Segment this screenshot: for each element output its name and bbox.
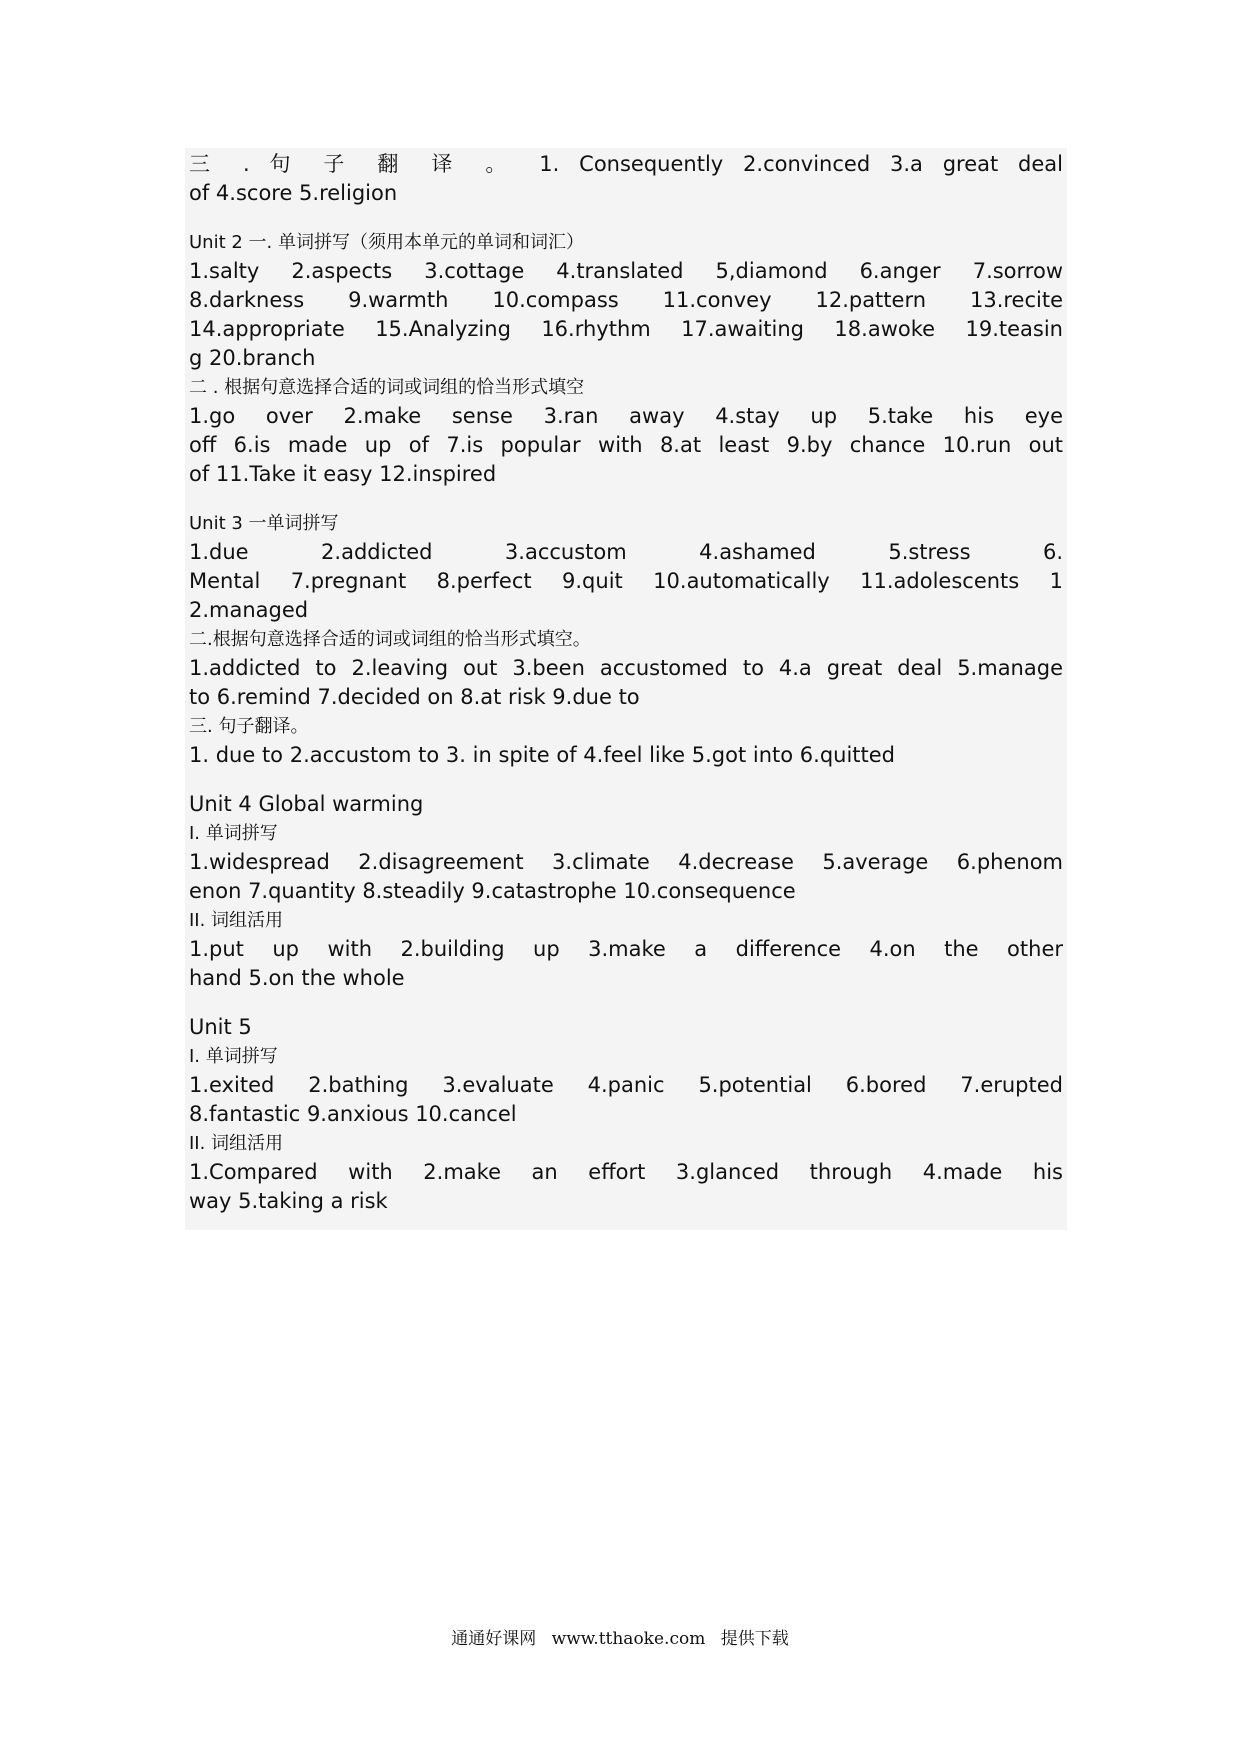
subsection-heading: I. 单词拼写	[189, 1046, 278, 1067]
subsection-heading: II. 词组活用	[189, 910, 284, 931]
text-line: 1.go over 2.make sense 3.ran away 4.stay up 5.take his eye	[189, 404, 1063, 428]
footer-suffix: 提供下载	[720, 1629, 789, 1649]
text-line: 1.due 2.addicted 3.accustom 4.ashamed 5.stress 6.	[189, 540, 1063, 564]
section-unit-4	[189, 790, 1063, 993]
spacer	[189, 493, 1063, 509]
page-footer	[0, 1624, 1240, 1649]
text-line: 1.exited 2.bathing 3.evaluate 4.panic 5.potential 6.bored 7.erupted	[189, 1073, 1063, 1097]
text-line: 2.managed	[189, 598, 309, 622]
text-line: off 6.is made up of 7.is popular with 8.at least 9.by chance 10.run out	[189, 433, 1063, 457]
subsection-heading: 三. 句子翻译。	[189, 716, 309, 737]
footer-url[interactable]: www.tthaoke.com	[551, 1629, 706, 1649]
text-line: 1.salty 2.aspects 3.cottage 4.translated 5,diamond 6.anger 7.sorrow	[189, 259, 1063, 283]
answer-key-content	[185, 148, 1067, 1230]
spacer	[189, 997, 1063, 1013]
spacer	[189, 212, 1063, 228]
spacer	[189, 774, 1063, 790]
text-line: hand 5.on the whole	[189, 966, 405, 990]
text-line: 1.addicted to 2.leaving out 3.been accustomed to 4.a great deal 5.manage	[189, 656, 1063, 680]
text-line: 1. due to 2.accustom to 3. in spite of 4.feel like 5.got into 6.quitted	[189, 743, 896, 767]
section-unit-5	[189, 1013, 1063, 1216]
text-line: enon 7.quantity 8.steadily 9.catastrophe 10.consequence	[189, 879, 796, 903]
text-line: Mental 7.pregnant 8.perfect 9.quit 10.automatically 11.adolescents 1	[189, 569, 1063, 593]
text-line: of 4.score 5.religion	[189, 181, 398, 205]
unit-heading: Unit 4 Global warming	[189, 792, 424, 816]
subsection-heading: 二 . 根据句意选择合适的词或词组的恰当形式填空	[189, 377, 585, 398]
unit-heading: Unit 5	[189, 1015, 252, 1039]
section-translation-top	[189, 150, 1063, 208]
subsection-heading: I. 单词拼写	[189, 823, 278, 844]
text-line: 1.put up with 2.building up 3.make a difference 4.on the other	[189, 937, 1063, 961]
subsection-heading: II. 词组活用	[189, 1133, 284, 1154]
text-line: 8.darkness 9.warmth 10.compass 11.convey 12.pattern 13.recite	[189, 288, 1063, 312]
text-line: 1.Compared with 2.make an effort 3.glanced through 4.made his	[189, 1160, 1063, 1184]
footer-site-name: 通通好课网	[451, 1629, 537, 1649]
section-unit-2	[189, 228, 1063, 489]
subsection-heading: 二.根据句意选择合适的词或词组的恰当形式填空。	[189, 629, 591, 650]
text-line: 14.appropriate 15.Analyzing 16.rhythm 17.awaiting 18.awoke 19.teasin	[189, 317, 1063, 341]
text-line: g 20.branch	[189, 346, 316, 370]
unit-heading: Unit 3 一单词拼写	[189, 513, 339, 534]
text-line: to 6.remind 7.decided on 8.at risk 9.due to	[189, 685, 640, 709]
text-line: of 11.Take it easy 12.inspired	[189, 462, 497, 486]
text-line: way 5.taking a risk	[189, 1189, 388, 1213]
text-line: 1.widespread 2.disagreement 3.climate 4.decrease 5.average 6.phenom	[189, 850, 1063, 874]
text-line: 8.fantastic 9.anxious 10.cancel	[189, 1102, 517, 1126]
unit-heading: Unit 2 一. 单词拼写（须用本单元的单词和词汇）	[189, 232, 584, 253]
text-line: 三 . 句 子 翻 译 。 1. Consequently 2.convinced 3.a great deal	[189, 152, 1063, 176]
section-unit-3	[189, 509, 1063, 770]
